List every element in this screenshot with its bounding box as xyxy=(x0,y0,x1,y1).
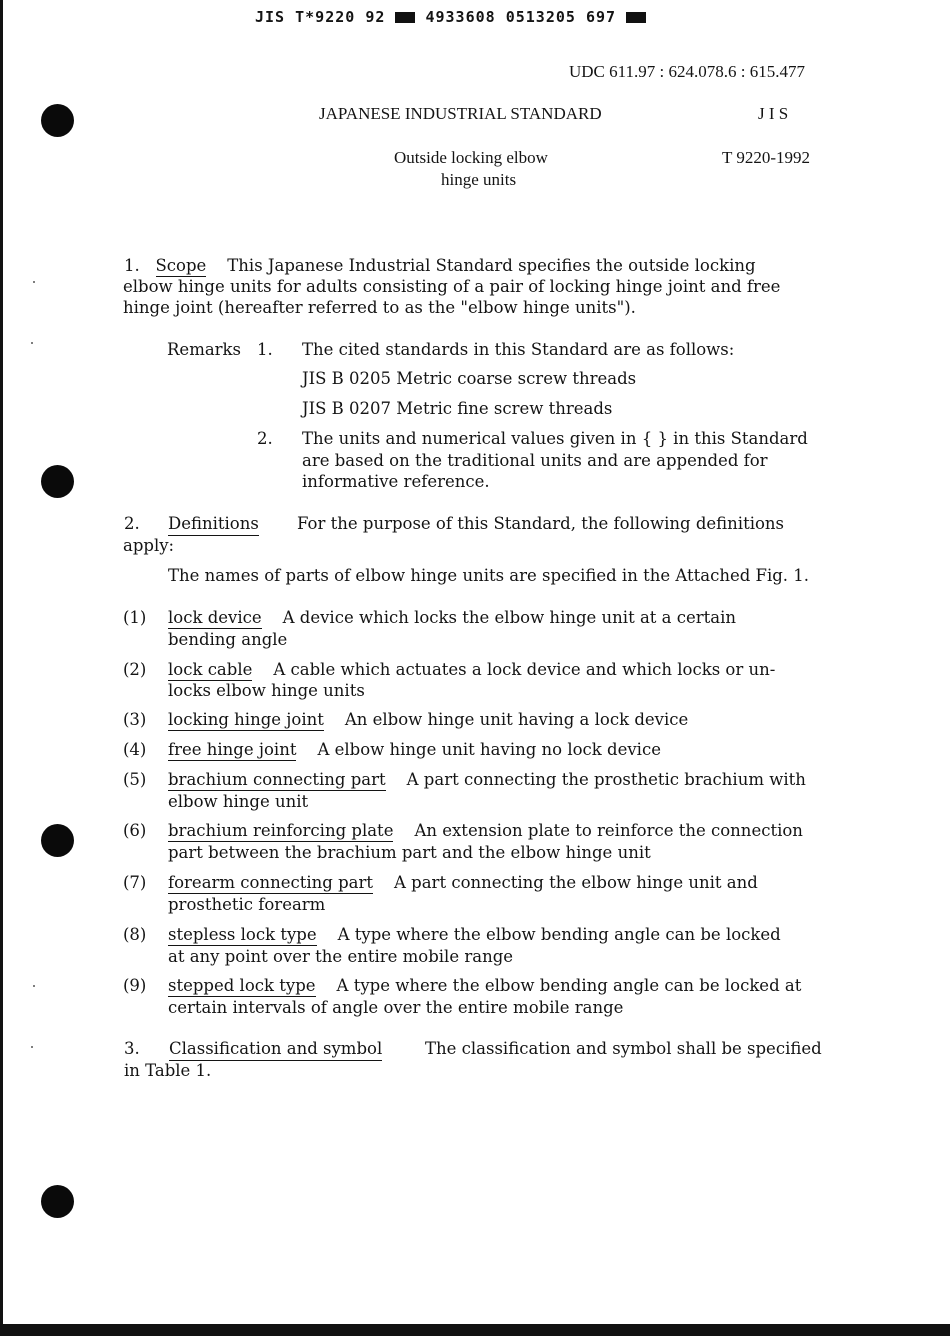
definition-item-5-cont: elbow hinge unit xyxy=(168,792,309,811)
definition-item-8-cont: at any point over the entire mobile range xyxy=(168,947,514,966)
definition-term: brachium connecting part xyxy=(168,770,386,789)
remark-2-line-2: are based on the traditional units and are appended for xyxy=(302,451,768,470)
scan-bottom-border xyxy=(0,1324,950,1336)
remarks-label: Remarks xyxy=(167,340,242,359)
definition-term: brachium reinforcing plate xyxy=(168,821,394,840)
remark-2-line-3: informative reference. xyxy=(302,472,490,491)
title-line-2: hinge units xyxy=(441,170,517,189)
definition-item-1-num: (1) xyxy=(123,608,147,627)
definition-item-9: stepped lock type A type where the elbow bending angle can be locked at xyxy=(168,976,802,995)
definition-item-6-num: (6) xyxy=(123,821,147,840)
definition-item-3: locking hinge joint An elbow hinge unit having a lock device xyxy=(168,710,689,729)
scan-speck xyxy=(33,281,35,283)
definition-item-2-num: (2) xyxy=(123,660,147,679)
cited-standard-2: JIS B 0207 Metric fine screw threads xyxy=(302,399,613,418)
scope-line-1: 1. Scope This Japanese Industrial Standard specifies the outside locking xyxy=(124,256,756,275)
definitions-names-line: The names of parts of elbow hinge units are specified in the Attached Fig. 1. xyxy=(168,566,810,585)
punch-hole-2 xyxy=(41,465,74,498)
scope-line-2: elbow hinge units for adults consisting of a pair of locking hinge joint and free xyxy=(123,277,781,296)
scan-speck xyxy=(31,342,33,344)
definition-item-6-cont: part between the brachium part and the elbow hinge unit xyxy=(168,843,651,862)
udc-number: UDC 611.97 : 624.078.6 : 615.477 xyxy=(569,62,805,81)
definitions-heading: Definitions xyxy=(168,513,259,536)
classification-text: The classification and symbol shall be specified xyxy=(425,1039,822,1058)
punch-hole-3 xyxy=(41,824,74,857)
definition-item-8: stepless lock type A type where the elbow bending angle can be locked xyxy=(168,925,781,944)
definition-term: lock cable xyxy=(168,660,253,679)
scan-left-border xyxy=(0,0,3,1336)
punch-hole-1 xyxy=(41,104,74,137)
redaction-block xyxy=(395,12,415,23)
definition-item-7: forearm connecting part A part connecting the elbow hinge unit and xyxy=(168,873,758,892)
definition-item-7-num: (7) xyxy=(123,873,147,892)
definition-item-1-cont: bending angle xyxy=(168,630,288,649)
definition-item-9-num: (9) xyxy=(123,976,147,995)
remark-1-num: 1. xyxy=(257,340,273,359)
definition-term: stepped lock type xyxy=(168,976,316,995)
definition-item-4-num: (4) xyxy=(123,740,147,759)
definition-item-2: lock cable A cable which actuates a lock device and which locks or un- xyxy=(168,660,776,679)
definition-item-2-cont: locks elbow hinge units xyxy=(168,681,365,700)
remark-1-text: The cited standards in this Standard are as follows: xyxy=(302,340,735,359)
definition-item-4: free hinge joint A elbow hinge unit having no lock device xyxy=(168,740,661,759)
definitions-intro: For the purpose of this Standard, the following definitions xyxy=(297,514,784,533)
definition-item-1: lock device A device which locks the elbow hinge unit at a certain xyxy=(168,608,737,627)
definitions-num: 2. xyxy=(124,514,140,533)
scan-speck xyxy=(31,1046,33,1048)
definition-item-5: brachium connecting part A part connecting the prosthetic brachium with xyxy=(168,770,806,789)
title-line-1: Outside locking elbow xyxy=(394,148,548,167)
scope-heading: Scope xyxy=(155,256,207,275)
definitions-intro-cont: apply: xyxy=(123,536,175,555)
definition-term: forearm connecting part xyxy=(168,873,374,892)
document-code: JIS T*9220 92 4933608 0513205 697 xyxy=(255,8,646,26)
scan-speck xyxy=(33,985,35,987)
definition-term: free hinge joint xyxy=(168,740,297,759)
standard-name: JAPANESE INDUSTRIAL STANDARD xyxy=(319,104,602,123)
remark-2-num: 2. xyxy=(257,429,273,448)
punch-hole-4 xyxy=(41,1185,74,1218)
definition-term: stepless lock type xyxy=(168,925,317,944)
definition-term: locking hinge joint xyxy=(168,710,324,729)
standard-number: T 9220-1992 xyxy=(722,148,810,167)
definition-term: lock device xyxy=(168,608,262,627)
remark-2-line-1: The units and numerical values given in { } in this Standard xyxy=(302,429,808,448)
definition-item-6: brachium reinforcing plate An extension plate to reinforce the connection xyxy=(168,821,803,840)
definition-item-7-cont: prosthetic forearm xyxy=(168,895,326,914)
classification-text-cont: in Table 1. xyxy=(124,1061,212,1080)
definition-item-5-num: (5) xyxy=(123,770,147,789)
classification-num: 3. xyxy=(124,1039,140,1058)
scope-line-3: hinge joint (hereafter referred to as the "elbow hinge units"). xyxy=(123,298,636,317)
definition-item-3-num: (3) xyxy=(123,710,147,729)
definition-item-9-cont: certain intervals of angle over the entire mobile range xyxy=(168,998,624,1017)
cited-standard-1: JIS B 0205 Metric coarse screw threads xyxy=(302,369,637,388)
jis-mark: J I S xyxy=(758,104,789,123)
definition-item-8-num: (8) xyxy=(123,925,147,944)
classification-heading: Classification and symbol xyxy=(169,1038,382,1061)
redaction-block xyxy=(626,12,646,23)
